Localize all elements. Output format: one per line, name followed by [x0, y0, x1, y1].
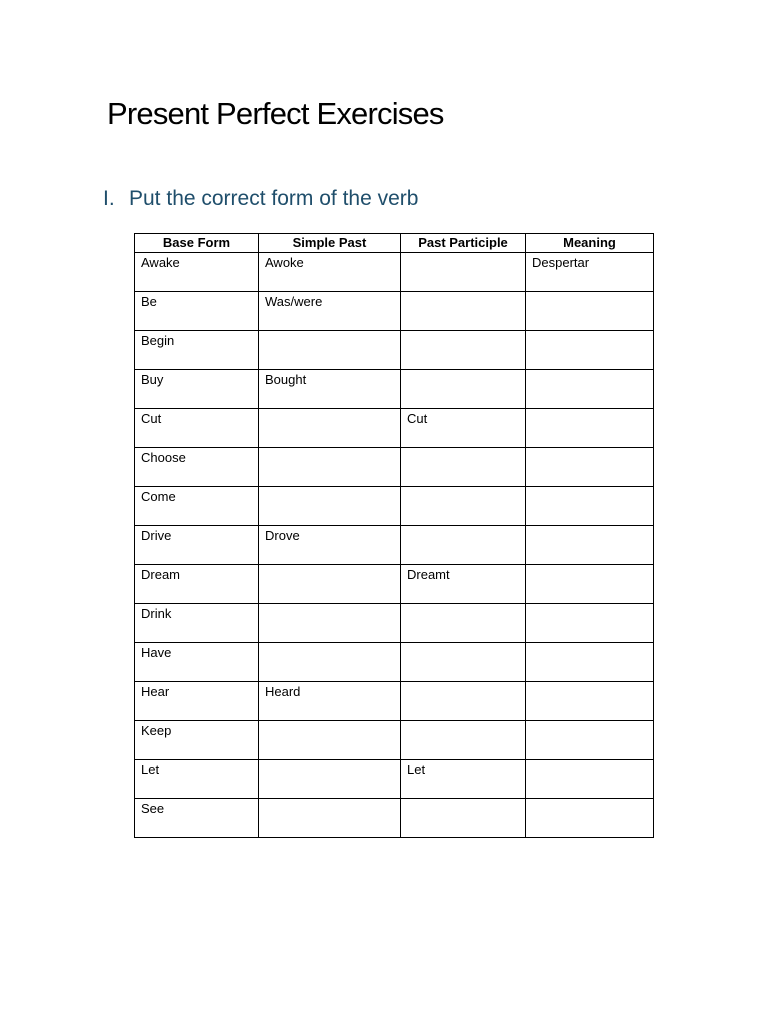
cell-meaning[interactable] [526, 721, 654, 760]
cell-simple-past[interactable] [259, 487, 401, 526]
cell-simple-past[interactable] [259, 799, 401, 838]
cell-meaning[interactable] [526, 682, 654, 721]
cell-simple-past[interactable] [259, 448, 401, 487]
cell-meaning[interactable] [526, 799, 654, 838]
cell-base-form: Cut [135, 409, 259, 448]
cell-past-participle[interactable]: Dreamt [401, 565, 526, 604]
cell-meaning[interactable] [526, 487, 654, 526]
cell-simple-past[interactable] [259, 604, 401, 643]
table-row [135, 292, 654, 331]
cell-base-form: Begin [135, 331, 259, 370]
cell-base-form: Buy [135, 370, 259, 409]
cell-simple-past[interactable]: Heard [259, 682, 401, 721]
cell-meaning[interactable] [526, 448, 654, 487]
section-number: I. [103, 187, 115, 210]
cell-simple-past[interactable] [259, 565, 401, 604]
cell-base-form: Have [135, 643, 259, 682]
table-row [135, 253, 654, 292]
table-row [135, 604, 654, 643]
table-row [135, 448, 654, 487]
table-row [135, 487, 654, 526]
column-header-meaning: Meaning [526, 234, 654, 253]
cell-past-participle[interactable] [401, 487, 526, 526]
table-row [135, 799, 654, 838]
page-title: Present Perfect Exercises [107, 96, 444, 131]
cell-past-participle[interactable] [401, 448, 526, 487]
cell-simple-past[interactable] [259, 409, 401, 448]
table-row [135, 643, 654, 682]
cell-base-form: Keep [135, 721, 259, 760]
table-row [135, 331, 654, 370]
cell-simple-past[interactable]: Was/were [259, 292, 401, 331]
cell-base-form: Drive [135, 526, 259, 565]
cell-simple-past[interactable]: Bought [259, 370, 401, 409]
cell-simple-past[interactable] [259, 331, 401, 370]
cell-simple-past[interactable]: Awoke [259, 253, 401, 292]
cell-base-form: Be [135, 292, 259, 331]
cell-past-participle[interactable] [401, 526, 526, 565]
cell-simple-past[interactable] [259, 643, 401, 682]
cell-simple-past[interactable] [259, 760, 401, 799]
cell-base-form: Choose [135, 448, 259, 487]
cell-past-participle[interactable] [401, 604, 526, 643]
cell-meaning[interactable] [526, 760, 654, 799]
cell-meaning[interactable] [526, 331, 654, 370]
column-header-base-form: Base Form [135, 234, 259, 253]
cell-meaning[interactable] [526, 292, 654, 331]
section-heading-text: Put the correct form of the verb [129, 187, 419, 210]
column-header-simple-past: Simple Past [259, 234, 401, 253]
verb-table [134, 233, 654, 838]
cell-base-form: Hear [135, 682, 259, 721]
table-row [135, 370, 654, 409]
table-row [135, 682, 654, 721]
table-row [135, 409, 654, 448]
cell-base-form: Come [135, 487, 259, 526]
cell-meaning[interactable] [526, 370, 654, 409]
table-body [135, 253, 654, 838]
cell-past-participle[interactable] [401, 643, 526, 682]
cell-meaning[interactable]: Despertar [526, 253, 654, 292]
table-header-row [135, 234, 654, 253]
cell-meaning[interactable] [526, 643, 654, 682]
cell-past-participle[interactable]: Let [401, 760, 526, 799]
cell-past-participle[interactable] [401, 370, 526, 409]
cell-past-participle[interactable] [401, 682, 526, 721]
column-header-past-participle: Past Participle [401, 234, 526, 253]
cell-simple-past[interactable] [259, 721, 401, 760]
cell-past-participle[interactable] [401, 292, 526, 331]
cell-base-form: Let [135, 760, 259, 799]
cell-base-form: Drink [135, 604, 259, 643]
cell-past-participle[interactable] [401, 721, 526, 760]
table-row [135, 565, 654, 604]
section-heading [103, 185, 418, 213]
cell-base-form: Awake [135, 253, 259, 292]
cell-past-participle[interactable] [401, 253, 526, 292]
cell-meaning[interactable] [526, 526, 654, 565]
cell-meaning[interactable] [526, 604, 654, 643]
table-row [135, 721, 654, 760]
cell-meaning[interactable] [526, 409, 654, 448]
cell-simple-past[interactable]: Drove [259, 526, 401, 565]
table-row [135, 526, 654, 565]
cell-past-participle[interactable] [401, 331, 526, 370]
cell-base-form: See [135, 799, 259, 838]
cell-past-participle[interactable] [401, 799, 526, 838]
table-row [135, 760, 654, 799]
cell-past-participle[interactable]: Cut [401, 409, 526, 448]
cell-meaning[interactable] [526, 565, 654, 604]
cell-base-form: Dream [135, 565, 259, 604]
